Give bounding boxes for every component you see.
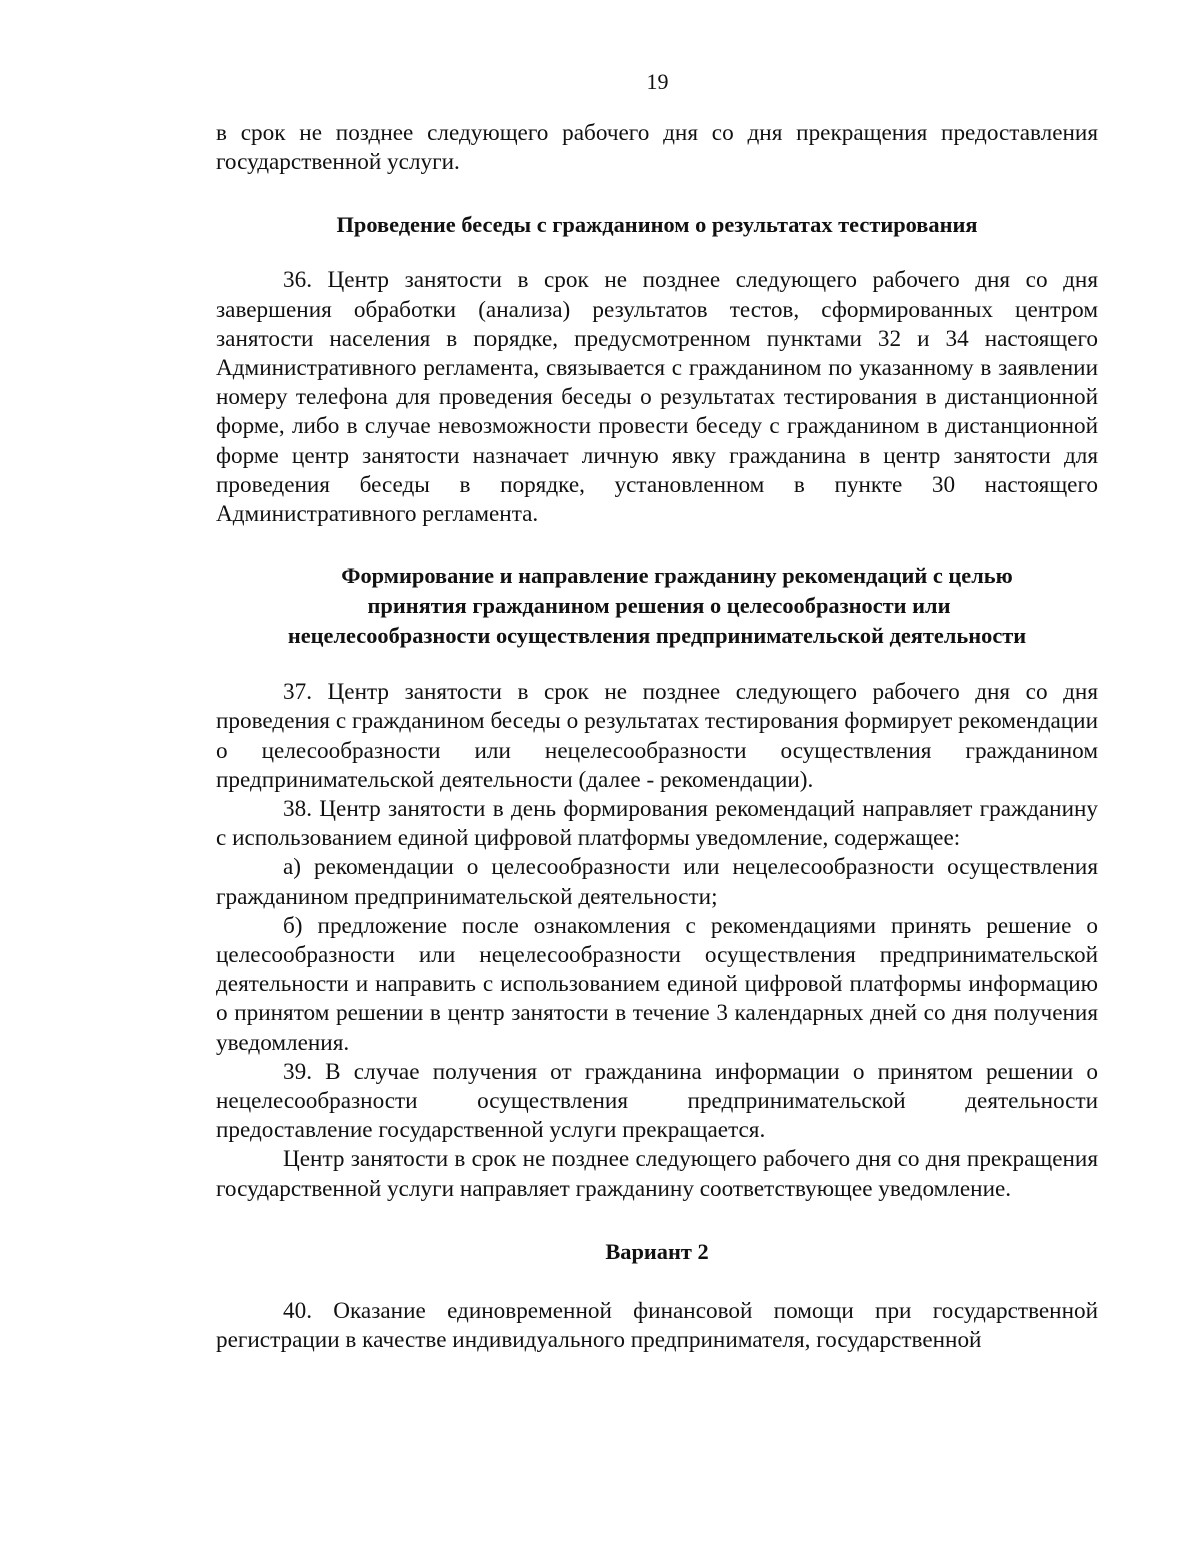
paragraph-39-continued: Центр занятости в срок не позднее следующего рабочего дня со дня прекращения государственной услуги направляет гражданину соответствующее уведомление. — [216, 1146, 1098, 1202]
paragraph-38-a: а) рекомендации о целесообразности или нецелесообразности осуществления гражданином предпринимательской деятельности; — [216, 854, 1098, 910]
heading-recommendations-line-3: нецелесообразности осуществления предпринимательской деятельности — [287, 623, 1027, 649]
heading-beseda: Проведение беседы с гражданином о результатах тестирования — [336, 212, 978, 238]
paragraph-39: 39. В случае получения от гражданина информации о принятом решении о нецелесообразности осуществления предпринимательской деятельности предоставление государственной услуги прекращается. — [216, 1058, 1098, 1144]
paragraph-intro: в срок не позднее следующего рабочего дня со дня прекращения предоставления государственной услуги. — [216, 120, 1098, 176]
heading-variant-2: Вариант 2 — [605, 1238, 709, 1264]
heading-recommendations — [216, 561, 1098, 651]
heading-recommendations-line-2: принятия гражданином решения о целесообразности или — [367, 593, 951, 619]
paragraph-40: 40. Оказание единовременной финансовой помощи при государственной регистрации в качестве индивидуального предпринимателя, государственной — [216, 1297, 1098, 1354]
paragraph-36: 36. Центр занятости в срок не позднее следующего рабочего дня со дня завершения обработки (анализа) результатов тестов, сформированных центром занятости населения в порядке, предусмотренном пунктами 32 и 34 настоящего Административного регламента, связывается с гражданином по указанному в заявлении номеру телефона для проведения беседы о результатах тестирования в дистанционной форме, либо в случае невозможности провести беседу с гражданином в дистанционной форме центр занятости назначает личную явку гражданина в центр занятости для проведения беседы в порядке, установленном в пункте 30 настоящего Административного регламента. — [216, 267, 1098, 528]
paragraph-37: 37. Центр занятости в срок не позднее следующего рабочего дня со дня проведения с гражданином беседы о результатах тестирования формирует рекомендации о целесообразности или нецелесообразности осуществления гражданином предпринимательской деятельности (далее - рекомендации). — [216, 679, 1098, 793]
paragraph-38-b: б) предложение после ознакомления с рекомендациями принять решение о целесообразности или нецелесообразности осуществления предпринимательской деятельности и направить с использованием единой цифровой платформы информацию о принятом решении в центр занятости в течение 3 календарных дней со дня получения уведомления. — [216, 912, 1098, 1056]
document-body — [216, 119, 1098, 1355]
page-number: 19 — [646, 69, 669, 94]
paragraph-38: 38. Центр занятости в день формирования рекомендаций направляет гражданину с использованием единой цифровой платформы уведомление, содержащее: — [216, 796, 1098, 852]
heading-recommendations-line-1: Формирование и направление гражданину рекомендаций с целью — [341, 563, 1013, 589]
